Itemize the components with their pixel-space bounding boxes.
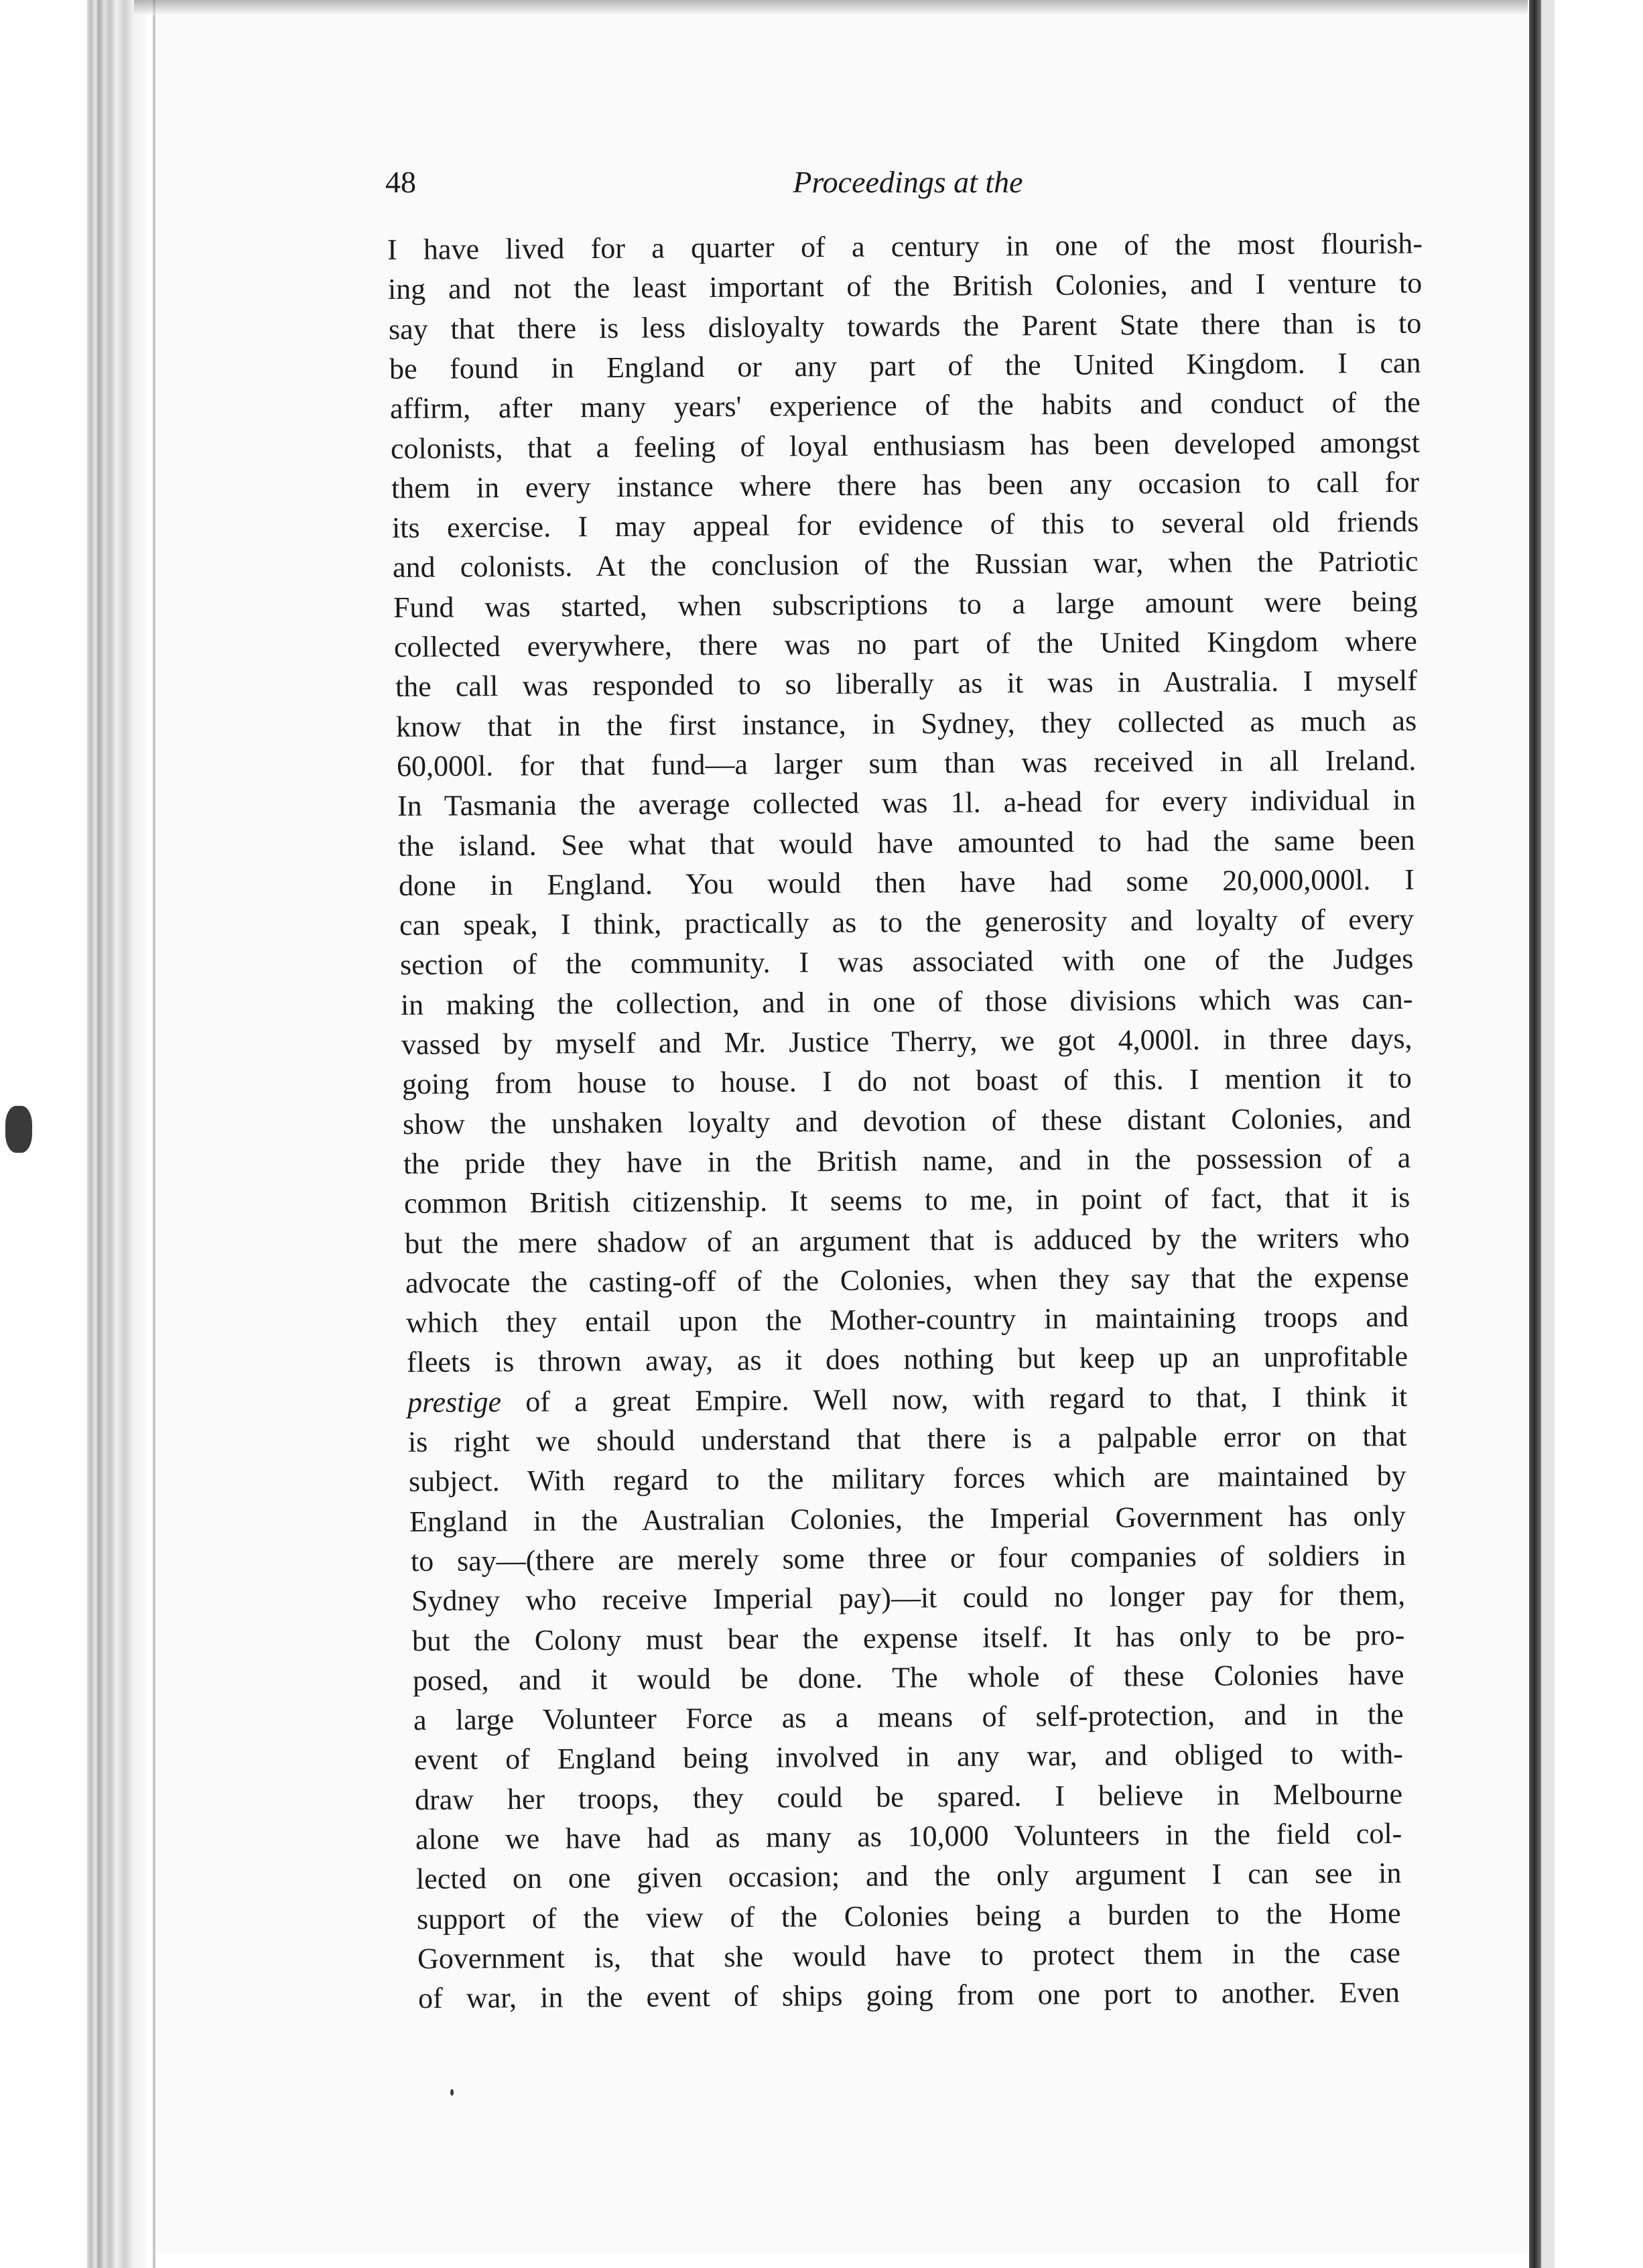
top-page-shadow <box>134 0 1528 15</box>
text-line: affirm, after many years' experience of the habits and conduct of the <box>390 385 1421 426</box>
text-line: prestige of a great Empire. Well now, with regard to that, I think it <box>407 1379 1408 1419</box>
text-line: posed, and it would be done. The whole of these Colonies have <box>412 1657 1404 1697</box>
text-line: in making the collection, and in one of those divisions which was can- <box>400 982 1413 1021</box>
book-binding-edge <box>87 0 147 2268</box>
text-line: collected everywhere, there was no part of the United Kingdom where <box>394 624 1418 664</box>
text-line: alone we have had as many as 10,000 Volunteers in the field col- <box>415 1817 1402 1856</box>
text-line: done in England. You would then have had some 20,000,000l. I <box>398 863 1415 902</box>
text-line: draw her troops, they could be spared. I believe in Melbourne <box>414 1777 1402 1816</box>
text-line: vassed by myself and Mr. Justice Therry, we got 4,000l. in three days, <box>401 1021 1412 1061</box>
text-line: show the unshaken loyalty and devotion of these distant Colonies, and <box>402 1101 1412 1141</box>
right-page-edge <box>1529 0 1541 2268</box>
text-line: its exercise. I may appeal for evidence of this to several old friends <box>392 505 1419 545</box>
running-head <box>385 164 1431 204</box>
text-line: Government is, that she would have to protect them in the case <box>417 1936 1400 1975</box>
text-line: the pride they have in the British name, and in the possession of a <box>403 1141 1411 1180</box>
text-line: them in every instance where there has been any occasion to call for <box>391 465 1420 505</box>
text-line: can speak, I think, practically as to the generosity and loyalty of every <box>399 902 1414 942</box>
text-line: In Tasmania the average collected was 1l. a-head for every individual in <box>397 783 1416 823</box>
text-line: be found in England or any part of the United Kingdom. I can <box>389 346 1421 385</box>
text-line: to say—(there are merely some three or four companies of soldiers in <box>410 1538 1406 1578</box>
text-line: ing and not the least important of the British Colonies, and I venture to <box>387 266 1423 306</box>
text-line: know that in the first instance, in Sydney, they collected as much as <box>395 704 1417 743</box>
text-line: Fund was started, when subscriptions to a large amount were being <box>393 584 1419 624</box>
text-line: a large Volunteer Force as a means of self-protection, and in the <box>413 1698 1404 1737</box>
text-line: event of England being involved in any war, and obliged to with- <box>413 1737 1403 1777</box>
scan-speck <box>5 1106 32 1153</box>
text-line: going from house to house. I do not boast of this. I mention it to <box>401 1062 1412 1101</box>
scan-speck <box>450 2089 454 2096</box>
italic-word: prestige <box>407 1385 502 1419</box>
text-line: the island. See what that would have amounted to had the same been <box>397 823 1415 863</box>
text-line: and colonists. At the conclusion of the Russian war, when the Patriotic <box>393 545 1419 584</box>
text-line: 60,000l. for that fund—a larger sum than was received in all Ireland. <box>396 743 1417 783</box>
text-line: section of the community. I was associated with one of the Judges <box>399 942 1414 982</box>
text-line: I have lived for a quarter of a century in one of the most flourish- <box>387 227 1423 266</box>
text-line: England in the Australian Colonies, the Imperial Government has only <box>409 1499 1406 1538</box>
page-number: 48 <box>385 165 416 199</box>
text-line: subject. With regard to the military forces which are maintained by <box>409 1459 1407 1499</box>
text-line: common British citizenship. It seems to me, in point of fact, that it is <box>403 1181 1410 1220</box>
text-line: which they entail upon the Mother-country in maintaining troops and <box>406 1300 1409 1340</box>
text-line: lected on one given occasion; and the only argument I can see in <box>415 1856 1402 1896</box>
text-line: support of the view of the Colonies being a burden to the Home <box>416 1896 1401 1936</box>
text-line: colonists, that a feeling of loyal enthusiasm has been developed amongst <box>391 426 1421 465</box>
running-title: Proceedings at the <box>793 165 1023 199</box>
text-line: of war, in the event of ships going from one port to another. Even <box>417 1976 1400 2015</box>
text-line: say that there is less disloyalty towards the Parent State there than is to <box>388 306 1422 346</box>
text-line: the call was responded to so liberally as it was in Australia. I myself <box>395 664 1417 704</box>
text-line: fleets is thrown away, as it does nothing but keep up an unprofitable <box>407 1340 1408 1379</box>
text-line: advocate the casting-off of the Colonies, when they say that the expense <box>405 1260 1410 1300</box>
right-margin-strip <box>1541 0 1555 2268</box>
text-line: but the Colony must bear the expense itself. It has only to be pro- <box>411 1618 1405 1657</box>
text-line: Sydney who receive Imperial pay)—it could no longer pay for them, <box>411 1578 1405 1618</box>
text-line: is right we should understand that there is a palpable error on that <box>408 1419 1407 1458</box>
text-line: but the mere shadow of an argument that is adduced by the writers who <box>404 1220 1410 1260</box>
